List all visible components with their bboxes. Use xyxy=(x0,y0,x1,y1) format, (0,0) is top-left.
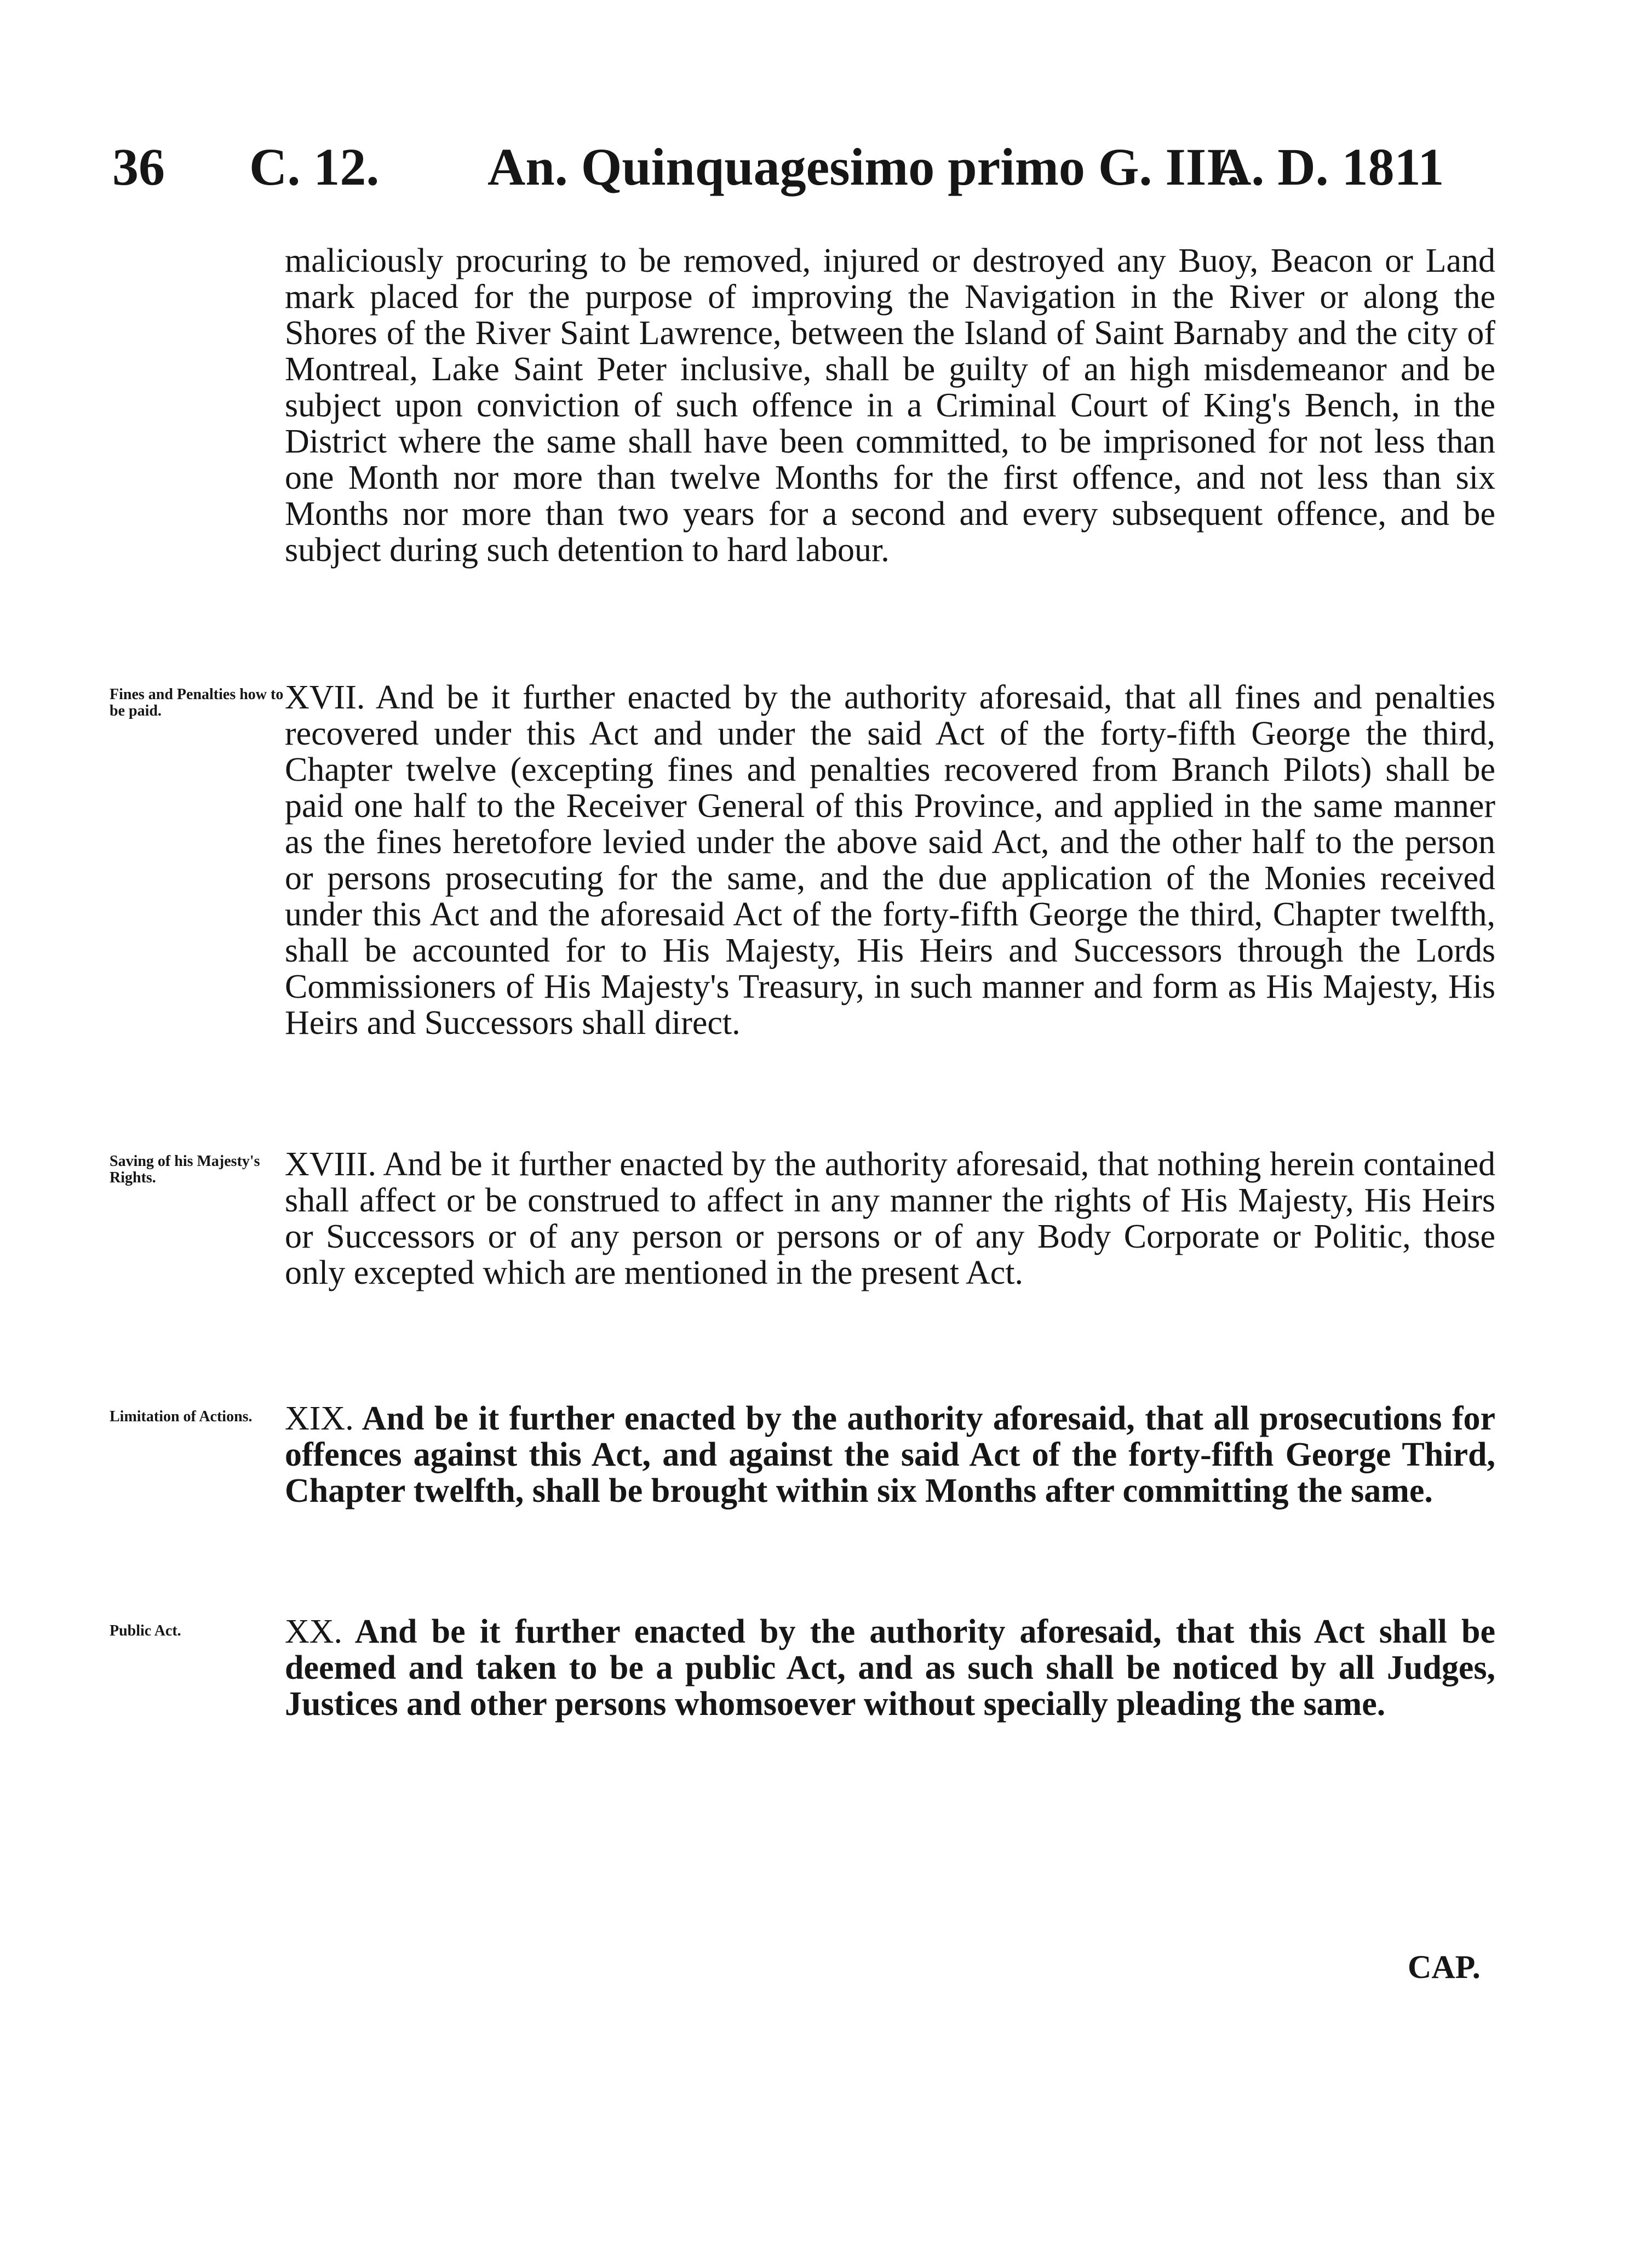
continuation-text: maliciously procuring to be removed, injured or destroyed any Buoy, Beacon or Land mark placed for the purpose of improving the Navigation in the River or along the Shores of the River Saint Lawrence, between the Island of Saint Barnaby and the city of Montreal, Lake Saint Peter inclusive, shall be guilty of an high misdemeanor and be subject upon conviction of such offence in a Criminal Court of King's Bench, in the District where the same shall have been committed, to be imprisoned for not less than one Month nor more than twelve Months for the first offence, and not less than six Months nor more than two years for a second and every subsequent offence, and be subject during such detention to hard labour. xyxy=(285,242,1495,569)
section-xix xyxy=(285,1400,1495,1509)
section-number: XVIII. xyxy=(285,1146,376,1183)
section-xvii xyxy=(285,679,1495,1041)
section-paragraph xyxy=(285,1614,1495,1722)
section-xx xyxy=(285,1614,1495,1722)
margin-note-public-act: Public Act. xyxy=(110,1622,181,1639)
section-paragraph xyxy=(285,1146,1495,1291)
section-text: And be it further enacted by the authority aforesaid, that all prosecutions for offences against this Act, and against the said Act of the forty-fifth George Third, Chapter twelfth, shall be brought within six Months after committing the same. xyxy=(285,1400,1495,1509)
catchword: CAP. xyxy=(1408,1949,1481,1985)
section-number: XX. xyxy=(285,1613,343,1650)
continuation-paragraph xyxy=(285,243,1495,568)
margin-note-fines: Fines and Penalties how to be paid. xyxy=(110,686,284,719)
running-head xyxy=(0,134,1652,200)
section-xviii xyxy=(285,1146,1495,1291)
regnal-year: An. Quinquagesimo primo G. III. xyxy=(487,138,1240,196)
section-paragraph xyxy=(285,1400,1495,1509)
section-text: And be it further enacted by the authority aforesaid, that nothing herein contained shall affect or be construed to affect in any manner the rights of His Majesty, His Heirs or Successors or of any person or persons or of any Body Corporate or Politic, those only excepted which are mentioned in the present Act. xyxy=(285,1146,1495,1291)
section-text: And be it further enacted by the authority aforesaid, that all fines and penalties recovered under this Act and under the said Act of the forty-fifth George the third, Chapter twelve (excepting fines and penalties recovered from Branch Pilots) shall be paid one half to the Receiver General of this Province, and applied in the same manner as the fines heretofore levied under the above said Act, and the other half to the person or persons prosecuting for the same, and the due application of the Monies received under this Act and the aforesaid Act of the forty-fifth George the third, Chapter twelfth, shall be accounted for to His Majesty, His Heirs and Successors through the Lords Commissioners of His Majesty's Treasury, in such manner and form as His Majesty, His Heirs and Successors shall direct. xyxy=(285,679,1495,1042)
section-number: XIX. xyxy=(285,1400,354,1437)
section-paragraph xyxy=(285,679,1495,1041)
page-number: 36 xyxy=(112,138,165,196)
margin-note-saving-rights: Saving of his Majesty's Rights. xyxy=(110,1153,260,1186)
calendar-year: A. D. 1811 xyxy=(1213,138,1444,196)
chapter-number: C. 12. xyxy=(249,138,380,196)
section-text: And be it further enacted by the authority aforesaid, that this Act shall be deemed and taken to be a public Act, and as such shall be noticed by all Judges, Justices and other persons whomsoever without specially pleading the same. xyxy=(285,1613,1495,1723)
margin-note-limitation: Limitation of Actions. xyxy=(110,1408,253,1425)
section-number: XVII. xyxy=(285,679,365,716)
